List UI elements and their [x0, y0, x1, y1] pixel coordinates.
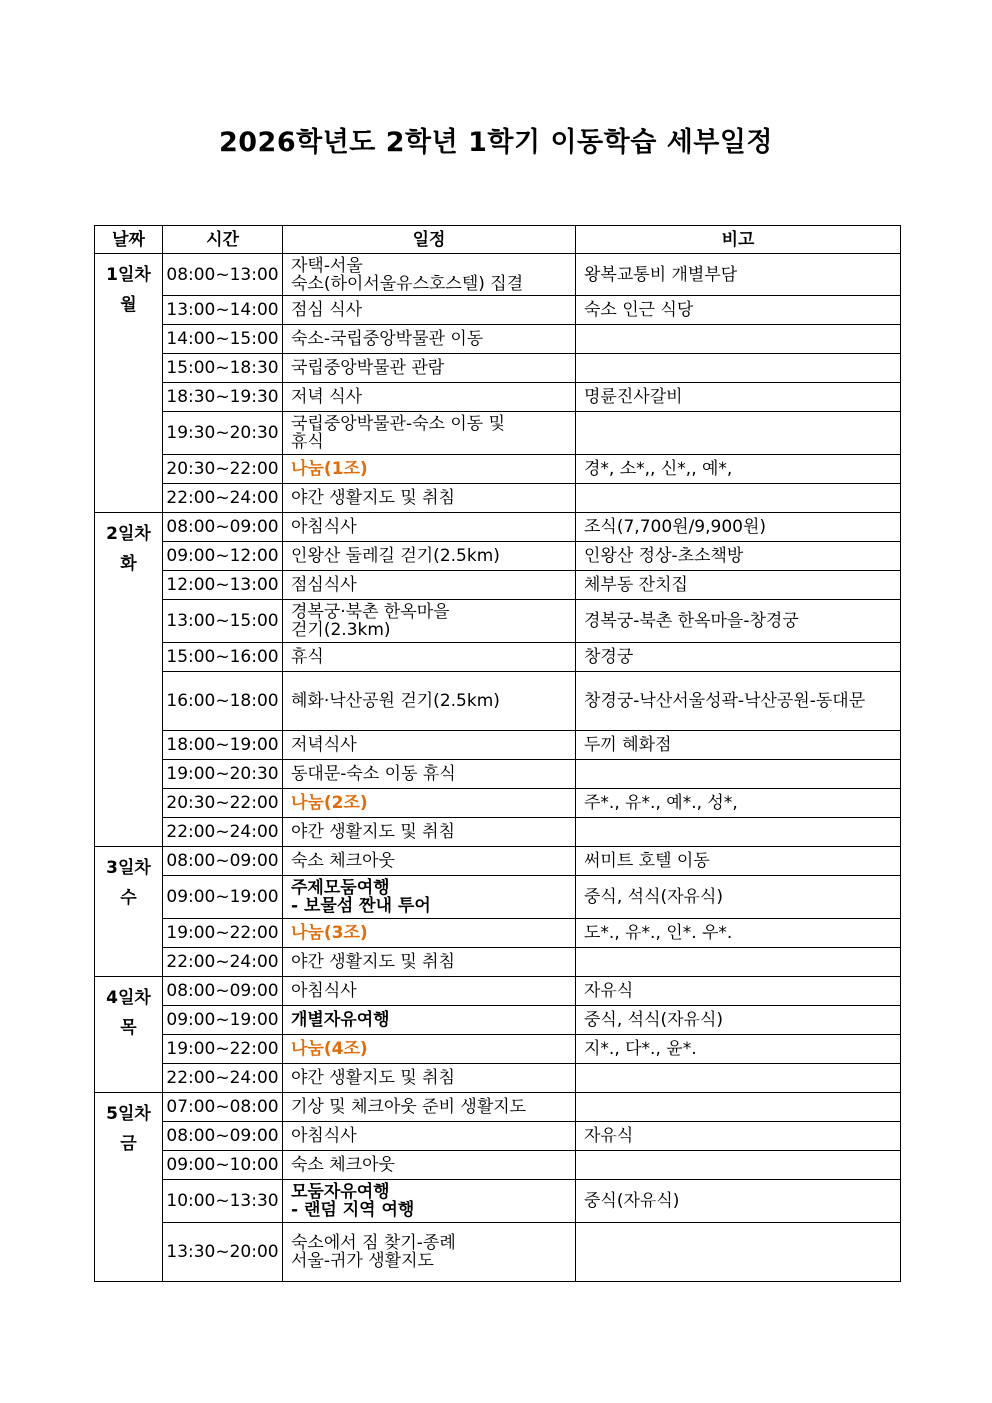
weekday-label: 금 — [120, 1134, 137, 1154]
activity-line: 국립중앙박물관-숙소 이동 및 — [291, 414, 506, 434]
schedule-row — [95, 1006, 901, 1035]
activity-line: 휴식 — [291, 432, 324, 452]
schedule-row — [95, 919, 901, 948]
activity-cell — [283, 1035, 576, 1064]
time-cell: 20:30~22:00 — [163, 789, 283, 818]
activity-line: 휴식 — [291, 647, 324, 667]
activity-cell — [283, 876, 576, 919]
time-cell: 18:30~19:30 — [163, 383, 283, 412]
activity-line: 점심 식사 — [291, 300, 363, 320]
time-cell: 09:00~19:00 — [163, 876, 283, 919]
activity-line: 야간 생활지도 및 취침 — [291, 952, 456, 972]
activity-cell — [283, 513, 576, 542]
activity-line: 경복궁·북촌 한옥마을 — [291, 602, 450, 622]
schedule-row — [95, 948, 901, 977]
activity-line: 숙소-국립중앙박물관 이동 — [291, 329, 484, 349]
activity-line: 숙소 체크아웃 — [291, 851, 395, 871]
schedule-row — [95, 977, 901, 1006]
schedule-row — [95, 354, 901, 383]
note-cell — [576, 1093, 901, 1122]
day-label: 2일차 — [106, 524, 151, 544]
note-cell: 숙소 인근 식당 — [576, 296, 901, 325]
schedule-row — [95, 672, 901, 731]
time-cell: 09:00~19:00 — [163, 1006, 283, 1035]
note-cell: 체부동 잔치집 — [576, 571, 901, 600]
activity-cell — [283, 383, 576, 412]
schedule-row — [95, 1223, 901, 1282]
activity-cell — [283, 948, 576, 977]
time-cell: 13:00~14:00 — [163, 296, 283, 325]
activity-cell — [283, 1064, 576, 1093]
time-cell: 19:00~22:00 — [163, 919, 283, 948]
time-cell: 15:00~18:30 — [163, 354, 283, 383]
activity-cell — [283, 542, 576, 571]
header-schedule: 일정 — [283, 226, 576, 254]
time-cell: 19:00~22:00 — [163, 1035, 283, 1064]
activity-cell — [283, 600, 576, 643]
schedule-row — [95, 600, 901, 643]
activity-line: 서울-귀가 생활지도 — [291, 1251, 434, 1271]
activity-cell — [283, 818, 576, 847]
activity-cell — [283, 412, 576, 455]
activity-cell — [283, 296, 576, 325]
activity-line: 아침식사 — [291, 981, 357, 1001]
time-cell: 16:00~18:00 — [163, 672, 283, 731]
note-cell — [576, 1223, 901, 1282]
note-cell: 써미트 호텔 이동 — [576, 847, 901, 876]
activity-line: 저녁식사 — [291, 735, 357, 755]
schedule-row — [95, 254, 901, 296]
note-cell — [576, 818, 901, 847]
time-cell: 07:00~08:00 — [163, 1093, 283, 1122]
activity-line: 혜화·낙산공원 걷기(2.5km) — [291, 691, 500, 711]
time-cell: 22:00~24:00 — [163, 818, 283, 847]
activity-line: 야간 생활지도 및 취침 — [291, 488, 456, 508]
activity-cell — [283, 571, 576, 600]
schedule-row — [95, 513, 901, 542]
note-cell: 경복궁-북촌 한옥마을-창경궁 — [576, 600, 901, 643]
activity-line: - 랜덤 지역 여행 — [291, 1200, 415, 1220]
note-cell — [576, 354, 901, 383]
activity-line: 저녁 식사 — [291, 387, 363, 407]
day-label: 3일차 — [106, 858, 151, 878]
time-cell: 08:00~13:00 — [163, 254, 283, 296]
time-cell: 18:00~19:00 — [163, 731, 283, 760]
time-cell: 19:30~20:30 — [163, 412, 283, 455]
schedule-row — [95, 1064, 901, 1093]
activity-cell — [283, 919, 576, 948]
time-cell: 13:30~20:00 — [163, 1223, 283, 1282]
note-cell — [576, 760, 901, 789]
schedule-row — [95, 1180, 901, 1223]
activity-line: 개별자유여행 — [291, 1010, 390, 1030]
time-cell: 08:00~09:00 — [163, 1122, 283, 1151]
time-cell: 09:00~10:00 — [163, 1151, 283, 1180]
time-cell: 13:00~15:00 — [163, 600, 283, 643]
weekday-label: 화 — [120, 554, 137, 574]
activity-cell — [283, 731, 576, 760]
time-cell: 15:00~16:00 — [163, 643, 283, 672]
activity-line: 숙소 체크아웃 — [291, 1155, 395, 1175]
time-cell: 22:00~24:00 — [163, 1064, 283, 1093]
day-cell — [95, 977, 163, 1093]
activity-line: 나눔(2조) — [291, 793, 368, 813]
time-cell: 08:00~09:00 — [163, 513, 283, 542]
note-cell: 중식, 석식(자유식) — [576, 876, 901, 919]
schedule-row — [95, 847, 901, 876]
note-cell: 경*, 소*,, 신*,, 예*, — [576, 455, 901, 484]
day-label: 1일차 — [106, 265, 151, 285]
header-time: 시간 — [163, 226, 283, 254]
schedule-row — [95, 542, 901, 571]
day-label: 5일차 — [106, 1104, 151, 1124]
activity-line: 아침식사 — [291, 1126, 357, 1146]
activity-line: 기상 및 체크아웃 준비 생활지도 — [291, 1097, 527, 1117]
time-cell: 12:00~13:00 — [163, 571, 283, 600]
activity-cell — [283, 789, 576, 818]
activity-cell — [283, 847, 576, 876]
time-cell: 09:00~12:00 — [163, 542, 283, 571]
activity-cell — [283, 1151, 576, 1180]
schedule-row — [95, 818, 901, 847]
activity-line: 숙소에서 짐 찾기-종례 — [291, 1233, 456, 1253]
weekday-label: 수 — [120, 888, 137, 908]
schedule-body — [95, 254, 901, 1282]
activity-cell — [283, 672, 576, 731]
time-cell: 08:00~09:00 — [163, 977, 283, 1006]
schedule-row — [95, 484, 901, 513]
schedule-row — [95, 412, 901, 455]
activity-line: 모둠자유여행 — [291, 1182, 390, 1202]
activity-cell — [283, 354, 576, 383]
note-cell — [576, 1064, 901, 1093]
note-cell — [576, 412, 901, 455]
schedule-row — [95, 1151, 901, 1180]
note-cell: 왕복교통비 개별부담 — [576, 254, 901, 296]
note-cell — [576, 484, 901, 513]
note-cell: 도*., 유*., 인*. 우*. — [576, 919, 901, 948]
note-cell: 자유식 — [576, 977, 901, 1006]
header-row — [95, 226, 901, 254]
activity-line: 나눔(4조) — [291, 1039, 368, 1059]
note-cell: 중식, 석식(자유식) — [576, 1006, 901, 1035]
activity-cell — [283, 643, 576, 672]
time-cell: 22:00~24:00 — [163, 948, 283, 977]
activity-line: 야간 생활지도 및 취침 — [291, 822, 456, 842]
activity-line: 인왕산 둘레길 걷기(2.5km) — [291, 546, 500, 566]
schedule-row — [95, 455, 901, 484]
time-cell: 10:00~13:30 — [163, 1180, 283, 1223]
activity-cell — [283, 325, 576, 354]
activity-line: 국립중앙박물관 관람 — [291, 358, 445, 378]
note-cell: 중식(자유식) — [576, 1180, 901, 1223]
schedule-row — [95, 325, 901, 354]
time-cell: 22:00~24:00 — [163, 484, 283, 513]
activity-cell — [283, 1006, 576, 1035]
activity-line: 야간 생활지도 및 취침 — [291, 1068, 456, 1088]
day-cell — [95, 513, 163, 847]
header-note: 비고 — [576, 226, 901, 254]
schedule-row — [95, 1093, 901, 1122]
day-label: 4일차 — [106, 988, 151, 1008]
note-cell: 주*., 유*., 예*., 성*, — [576, 789, 901, 818]
activity-line: 점심식사 — [291, 575, 357, 595]
activity-cell — [283, 484, 576, 513]
note-cell — [576, 1151, 901, 1180]
time-cell: 14:00~15:00 — [163, 325, 283, 354]
schedule-table — [94, 225, 901, 1282]
note-cell — [576, 325, 901, 354]
activity-line: 나눔(3조) — [291, 923, 368, 943]
schedule-row — [95, 876, 901, 919]
schedule-row — [95, 643, 901, 672]
activity-cell — [283, 1093, 576, 1122]
activity-cell — [283, 1180, 576, 1223]
note-cell: 명륜진사갈비 — [576, 383, 901, 412]
schedule-row — [95, 789, 901, 818]
activity-line: 아침식사 — [291, 517, 357, 537]
note-cell: 창경궁 — [576, 643, 901, 672]
activity-cell — [283, 977, 576, 1006]
note-cell: 인왕산 정상-초소책방 — [576, 542, 901, 571]
activity-line: 나눔(1조) — [291, 459, 368, 479]
activity-line: 동대문-숙소 이동 휴식 — [291, 764, 456, 784]
document-title: 2026학년도 2학년 1학기 이동학습 세부일정 — [218, 127, 774, 158]
note-cell: 조식(7,700원/9,900원) — [576, 513, 901, 542]
schedule-row — [95, 731, 901, 760]
day-cell — [95, 1093, 163, 1282]
header-date: 날짜 — [95, 226, 163, 254]
activity-cell — [283, 254, 576, 296]
weekday-label: 목 — [120, 1018, 137, 1038]
activity-line: 주제모둠여행 — [291, 878, 390, 898]
time-cell: 08:00~09:00 — [163, 847, 283, 876]
activity-line: - 보물섬 짠내 투어 — [291, 896, 431, 916]
activity-line: 숙소(하이서울유스호스텔) 집결 — [291, 273, 524, 294]
schedule-row — [95, 1122, 901, 1151]
note-cell: 지*., 다*., 윤*. — [576, 1035, 901, 1064]
schedule-row — [95, 571, 901, 600]
activity-cell — [283, 1223, 576, 1282]
note-cell: 창경궁-낙산서울성곽-낙산공원-동대문 — [576, 672, 901, 731]
day-cell — [95, 847, 163, 977]
weekday-label: 월 — [120, 295, 137, 315]
activity-cell — [283, 1122, 576, 1151]
schedule-row — [95, 296, 901, 325]
note-cell: 두끼 혜화점 — [576, 731, 901, 760]
activity-cell — [283, 455, 576, 484]
time-cell: 20:30~22:00 — [163, 455, 283, 484]
schedule-row — [95, 1035, 901, 1064]
activity-line: 걷기(2.3km) — [291, 620, 391, 640]
time-cell: 19:00~20:30 — [163, 760, 283, 789]
day-cell — [95, 254, 163, 513]
schedule-row — [95, 383, 901, 412]
note-cell — [576, 948, 901, 977]
schedule-row — [95, 760, 901, 789]
activity-cell — [283, 760, 576, 789]
activity-line: 자택-서울 — [291, 255, 363, 276]
note-cell: 자유식 — [576, 1122, 901, 1151]
